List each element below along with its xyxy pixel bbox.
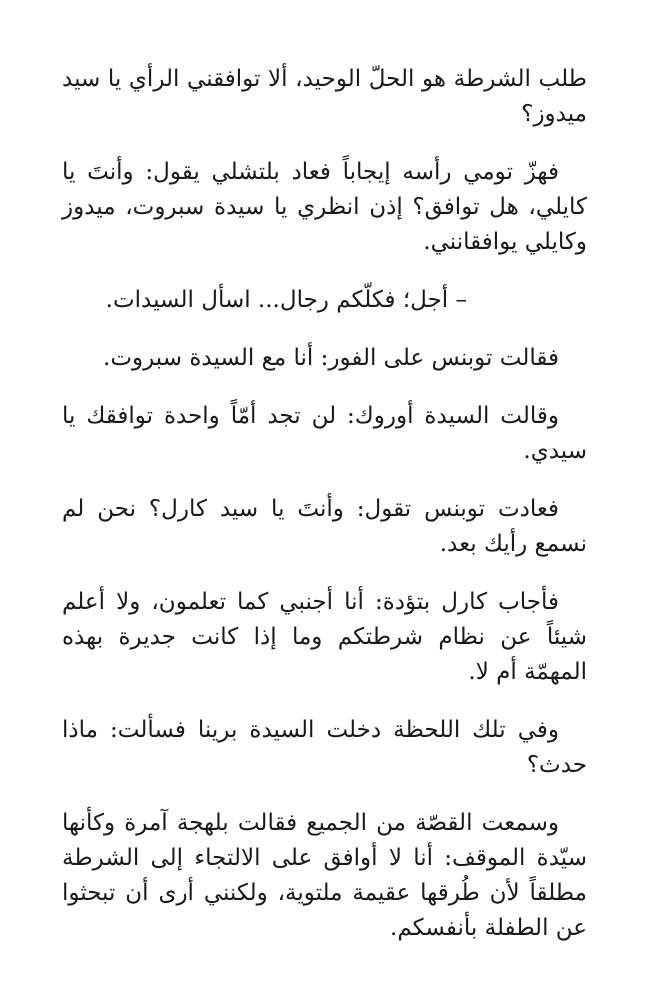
paragraph-5: وقالت السيدة أوروك: لن تجد أمّاً واحدة توافقك يا سيدي.: [62, 403, 587, 464]
paragraph-9: وسمعت القصّة من الجميع فقالت بلهجة آمرة وكأنها سيّدة الموقف: أنا لا أوافق على الالتجاء إلى الشرطة مطلقاً لأن طُرقها عقيمة ملتوية، ولكنني أرى أن تبحثوا عن الطفلة بأنفسكم.: [62, 810, 587, 941]
paragraph-1: طلب الشرطة هو الحلّ الوحيد، ألا توافقني الرأي يا سيد ميدوز؟: [62, 66, 587, 127]
paragraph-8: وفي تلك اللحظة دخلت السيدة برينا فسألت: ماذا حدث؟: [62, 717, 587, 778]
paragraph-2: فهزّ تومي رأسه إيجاباً فعاد بلتشلي يقول: وأنتَ يا كايلي، هل توافق؟ إذن انظري يا سيدة سبروت، ميدوز وكايلي يوافقانني.: [62, 159, 587, 255]
paragraph-3: – أجل؛ فكلّكم رجال... اسأل السيدات.: [105, 287, 467, 313]
paragraph-4: فقالت توبنس على الفور: أنا مع السيدة سبروت.: [103, 345, 559, 371]
paragraph-6: فعادت توبنس تقول: وأنتَ يا سيد كارل؟ نحن لم نسمع رأيك بعد.: [62, 496, 587, 557]
paragraph-7: فأجاب كارل بتؤدة: أنا أجنبي كما تعلمون، ولا أعلم شيئاً عن نظام شرطتكم وما إذا كانت جديرة بهذه المهمّة أم لا.: [62, 589, 587, 685]
